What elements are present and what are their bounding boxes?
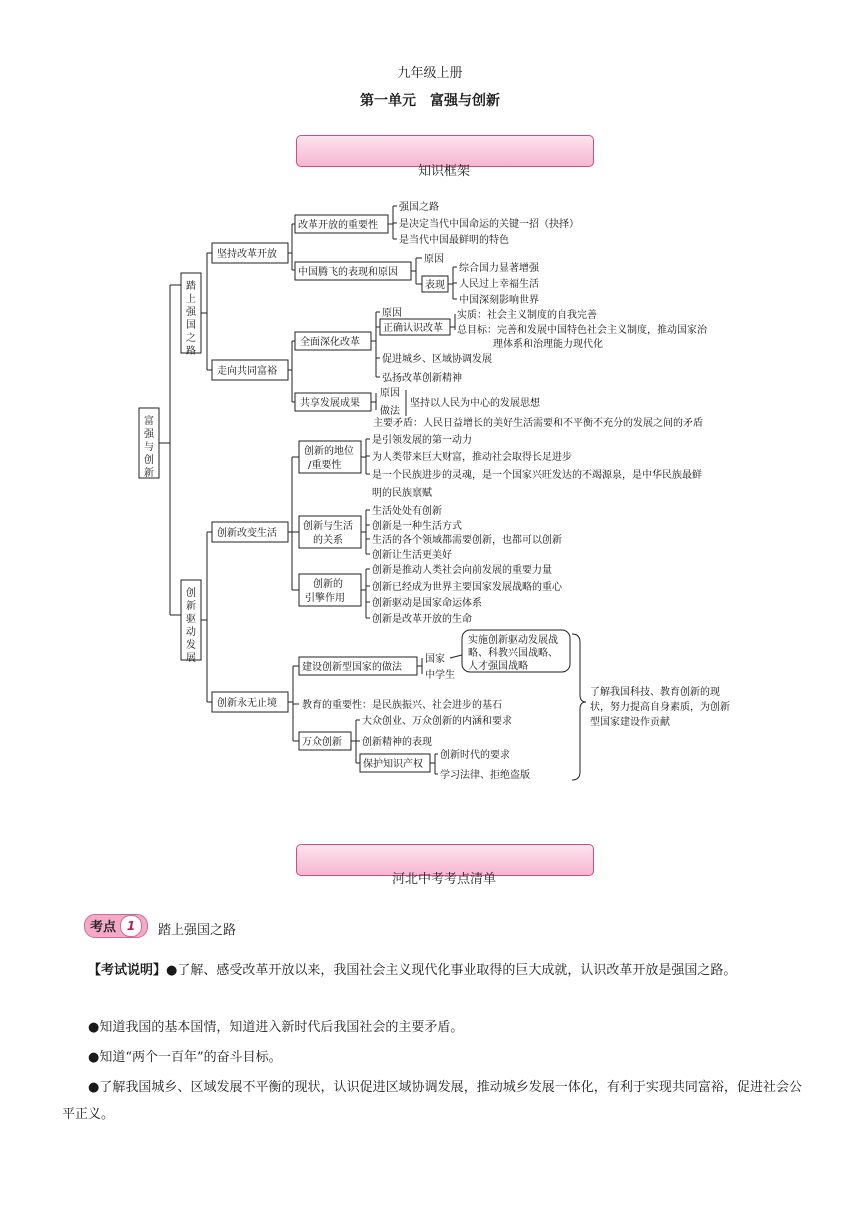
relation-item: 生活的各个领域都需要创新，也都可以创新 — [372, 535, 562, 546]
root-label — [144, 414, 155, 479]
framework-banner-label: 知识框架 — [417, 164, 470, 179]
keep-reform-label: 坚持改革开放 — [217, 249, 277, 260]
deepen-item: 弘扬改革创新精神 — [382, 373, 462, 384]
vertical-char: 动 — [186, 627, 196, 638]
status-item-cont: 明的民族禀赋 — [372, 488, 432, 499]
perf-item: 中国深刻影响世界 — [459, 295, 539, 306]
innovation-relation-label-2: 的关系 — [313, 535, 343, 546]
engine-item: 创新驱动是国家命运体系 — [372, 598, 482, 609]
status-item: 为人类带来巨大财富，推动社会取得长足进步 — [372, 452, 572, 463]
status-item: 是一个民族进步的灵魂，是一个国家兴旺发达的不竭源泉，是中华民族最鲜 — [372, 470, 702, 481]
exam-point-item: ●知道我国的基本国情，知道进入新时代后我国社会的主要矛盾。 — [88, 1020, 464, 1035]
vertical-char: 新 — [186, 601, 196, 612]
innovation-relation-label: 创新与生活 — [303, 521, 353, 532]
relation-item: 生活处处有创新 — [372, 506, 442, 517]
build-country-label: 建设创新型国家的做法 — [302, 662, 402, 673]
perf-item: 人民过上幸福生活 — [459, 279, 539, 290]
exam-description-text: ●了解、感受改革开放以来，我国社会主义现代化事业取得的巨大成就，认识改革开放是强国之路。 — [166, 963, 737, 978]
engine-item: 创新已经成为世界主要国家发展战略的重心 — [372, 582, 562, 593]
status-item: 是引领发展的第一动力 — [372, 435, 472, 446]
correct-essence: 实质：社会主义制度的自我完善 — [457, 310, 597, 321]
vertical-char: 创 — [186, 588, 196, 599]
vertical-char: 与 — [144, 442, 154, 453]
rise-label: 中国腾飞的表现和原因 — [298, 267, 398, 278]
rise-reason: 原因 — [424, 254, 444, 265]
perf-item: 综合国力显著增强 — [459, 263, 539, 274]
vertical-char: 展 — [186, 653, 196, 664]
exam-point-number: 1 — [120, 915, 142, 937]
vertical-char: 路 — [186, 346, 196, 357]
rise-perf-label: 表现 — [425, 280, 445, 291]
vertical-char: 发 — [186, 640, 196, 651]
relation-item: 创新是一种生活方式 — [372, 521, 462, 532]
exam-point-item: ●知道“两个一百年”的奋斗目标。 — [88, 1050, 282, 1065]
share-label: 共享发展成果 — [300, 398, 360, 409]
ip-item: 学习法律、拒绝盗版 — [440, 770, 530, 781]
strategy-line: 人才强国战略 — [468, 661, 528, 672]
reform-importance-item: 是当代中国最鲜明的特色 — [399, 235, 509, 246]
innovation-life-label: 创新改变生活 — [217, 528, 277, 539]
strategy-line: 略、科教兴国战略、 — [468, 648, 558, 659]
student-brace — [572, 634, 586, 780]
mass-innovation-label: 万众创新 — [302, 737, 342, 748]
checklist-banner-label: 河北中考考点清单 — [391, 872, 496, 887]
innovation-engine-label-2: 引擎作用 — [305, 593, 345, 604]
exam-point-badge-label: 考点 — [90, 920, 117, 935]
vertical-char: 强 — [186, 307, 196, 318]
vertical-char: 国 — [186, 320, 196, 331]
vertical-char: 之 — [186, 333, 196, 344]
build-country-actor: 国家 — [425, 654, 445, 665]
correct-goal: 总目标：完善和发展中国特色社会主义制度，推动国家治 — [457, 325, 707, 336]
student-note: 状，努力提高自身素质，为创新 — [590, 702, 730, 713]
exam-point-title: 踏上强国之路 — [158, 923, 237, 938]
student-note: 了解我国科技、教育创新的现 — [590, 687, 720, 698]
reform-importance-label: 改革开放的重要性 — [298, 220, 378, 231]
exam-description — [62, 957, 802, 984]
deepen-item: 促进城乡、区域协调发展 — [382, 354, 492, 365]
deepen-label: 全面深化改革 — [300, 337, 360, 348]
reform-importance-item: 强国之路 — [399, 202, 439, 213]
vertical-char: 踏 — [186, 281, 196, 292]
mass-item: 大众创业、万众创新的内涵和要求 — [362, 716, 512, 727]
engine-item: 创新是推动人类社会向前发展的重要力量 — [372, 565, 552, 576]
correct-goal-cont: 理体系和治理能力现代化 — [493, 339, 603, 350]
exam-description-label: 【考试说明】 — [88, 963, 167, 978]
unit-title: 第一单元 富强与创新 — [360, 93, 500, 109]
innovation-engine-label: 创新的 — [313, 579, 343, 590]
grade-heading: 九年级上册 — [397, 66, 463, 81]
strategy-line: 实施创新驱动发展战 — [468, 635, 558, 646]
share-method: 做法 — [380, 406, 400, 417]
correct-label: 正确认识改革 — [383, 323, 443, 334]
innovation-status-label-2: /重要性 — [308, 460, 342, 471]
reform-importance-item: 是决定当代中国命运的关键一招（抉择） — [399, 219, 579, 230]
share-principle: 坚持以人民为中心的发展思想 — [410, 398, 540, 409]
vertical-char: 新 — [144, 468, 154, 479]
vertical-char: 驱 — [186, 614, 196, 625]
endless-innovation-label: 创新永无止境 — [217, 698, 277, 709]
ip-item: 创新时代的要求 — [440, 750, 510, 761]
knowledge-mindmap — [0, 190, 860, 790]
innovation-status-label: 创新的地位 — [304, 446, 354, 457]
engine-item: 创新是改革开放的生命 — [372, 614, 472, 625]
deepen-reason: 原因 — [382, 308, 402, 319]
main-contradiction: 主要矛盾：人民日益增长的美好生活需要和不平衡不充分的发展之间的矛盾 — [373, 418, 703, 429]
vertical-char: 上 — [186, 294, 196, 305]
vertical-char: 创 — [144, 455, 154, 466]
vertical-char: 强 — [144, 429, 154, 440]
ip-protection-label: 保护知识产权 — [363, 759, 423, 770]
build-student-actor: 中学生 — [425, 670, 455, 681]
mass-item: 创新精神的表现 — [362, 737, 432, 748]
relation-item: 创新让生活更美好 — [372, 550, 452, 561]
student-note: 型国家建设作贡献 — [590, 717, 670, 728]
common-prosperity-label: 走向共同富裕 — [217, 366, 277, 377]
exam-point-item: ●了解我国城乡、区域发展不平衡的现状，认识促进区域协调发展，推动城乡发展一体化，有利于实现共同富裕，促进社会公平正义。 — [62, 1080, 802, 1122]
education-importance: 教育的重要性：是民族振兴、社会进步的基石 — [302, 700, 502, 711]
share-reason: 原因 — [380, 388, 400, 399]
vertical-char: 富 — [144, 416, 154, 427]
